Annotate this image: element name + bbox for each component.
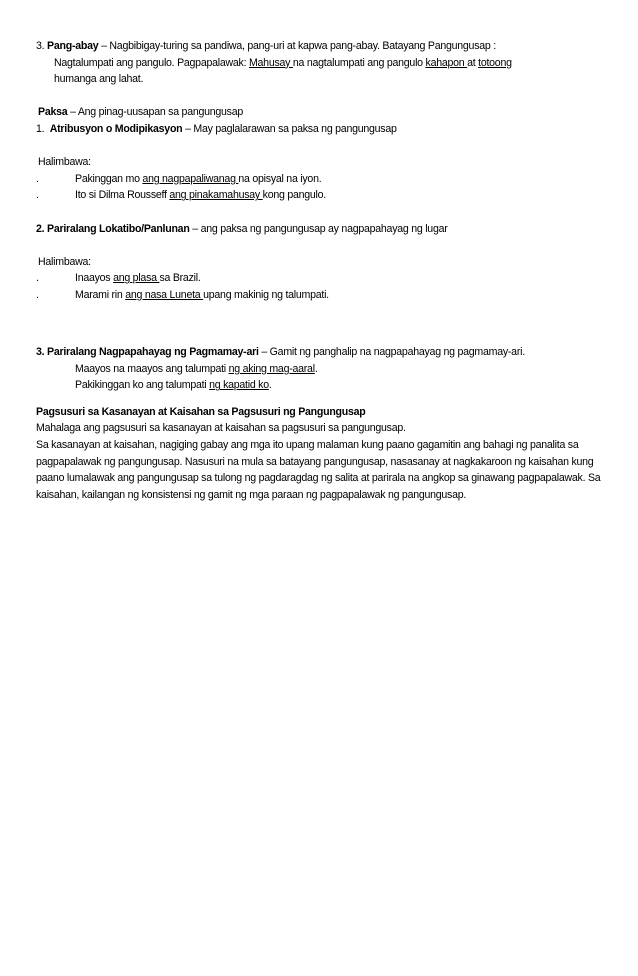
example-item [36,171,602,188]
underlined-phrase: ang plasa [113,272,160,285]
example-label: Halimbawa: [38,255,91,268]
example-text: Pakinggan mo [75,172,143,185]
atribusyon-definition [36,121,602,138]
example-text: na opisyal na iyon. [238,172,322,185]
item-number: 1. [36,122,45,135]
underlined-phrase: ang nasa Luneta [125,288,204,301]
pang-abay-example-cont: humanga ang lahat. [54,73,144,86]
bullet: . [36,172,39,185]
example-item [36,270,602,287]
example-item [36,287,602,304]
term-paksa: Paksa [38,106,68,119]
spacer [36,328,602,345]
term-pagmamay-ari: 3. Pariralang Nagpapahayag ng Pagmamay-ari [36,346,259,359]
spacer [36,88,602,105]
bullet: . [36,272,39,285]
pagmamay-ari-example [36,377,602,394]
pang-abay-definition [36,38,602,55]
example-text: Ito si Dilma Rousseff [75,189,170,202]
pang-abay-def: – Nagbibigay-turing sa pandiwa, pang-uri at kapwa pang-abay. Batayang Pangungusap : [98,40,496,52]
example-text: kong pangulo. [262,189,326,202]
underlined-word: Mahusay [248,56,293,69]
document-page [36,38,602,503]
example-text: Inaayos [75,272,114,285]
underlined-phrase: ng kapatid ko [209,379,269,392]
spacer [36,394,602,404]
example-text: upang makinig ng talumpati. [203,288,329,301]
term-atribusyon: Atribusyon o Modipikasyon [49,122,183,135]
example-text: . [268,379,272,392]
example-item [36,187,602,204]
term-pang-abay: Pang-abay [47,40,99,52]
paksa-definition [36,104,602,121]
pagsusuri-paragraph: Sa kasanayan at kaisahan, nagiging gabay ang mga ito upang malaman kung paano gagamitin ang bahagi ng panalita sa pagpapalawak ng pangungusap. Nasusuri na mula sa batayang pangungusap, nasasanay at nagkakaroon ng kaisahan kung paano lumalawak ang pangungusap sa tulong ng pagdaragdag ng salita at parirala na angkop sa ginawang pagpapalawak. Sa kaisahan, kailangan ng konsistensi ng gamit ng mga paraan ng pagpapalawak ng pangungusap. [36,439,601,501]
example-text: at [467,56,479,69]
example-text: na nagtalumpati ang pangulo [292,56,426,69]
spacer [36,237,602,254]
example-text: Pakikinggan ko ang talumpati [75,379,210,392]
pagmamay-ari-example [36,361,602,378]
pagmamay-ari-definition [36,344,602,361]
underlined-word: totoong [478,56,512,69]
pagmamay-ari-def: – Gamit ng panghalip na nagpapahayag ng pagmamay-ari. [258,346,525,359]
paksa-def: – Ang pinag-uusapan sa pangungusap [67,106,244,119]
lokatibo-def: – ang paksa ng pangungusap ay nagpapahayag ng lugar [189,222,448,235]
example-label: Halimbawa: [38,156,91,169]
spacer [36,304,602,328]
underlined-word: kahapon [425,56,468,69]
spacer [36,204,602,221]
item-number: 3. [36,40,45,52]
bullet: . [36,189,39,202]
pagsusuri-intro: Mahalaga ang pagsusuri sa kasanayan at kaisahan sa pagsusuri sa pangungusap. [36,422,406,435]
lokatibo-definition [36,221,602,238]
atribusyon-def: – May paglalarawan sa paksa ng pangungusap [182,122,397,135]
example-text: . [314,362,318,375]
example-text: Marami rin [75,288,126,301]
underlined-phrase: ang pinakamahusay [169,189,263,202]
spacer [36,138,602,155]
example-text: Nagtalumpati ang pangulo. Pagpapalawak: [54,56,249,69]
term-lokatibo: 2. Pariralang Lokatibo/Panlunan [36,222,190,235]
underlined-phrase: ng aking mag-aaral [228,362,315,375]
bullet: . [36,288,39,301]
example-text: Maayos na maayos ang talumpati [75,362,229,375]
example-text: sa Brazil. [159,272,201,285]
underlined-phrase: ang nagpapaliwanag [142,172,239,185]
pagsusuri-heading: Pagsusuri sa Kasanayan at Kaisahan sa Pagsusuri ng Pangungusap [36,405,366,418]
pang-abay-example [36,55,602,72]
